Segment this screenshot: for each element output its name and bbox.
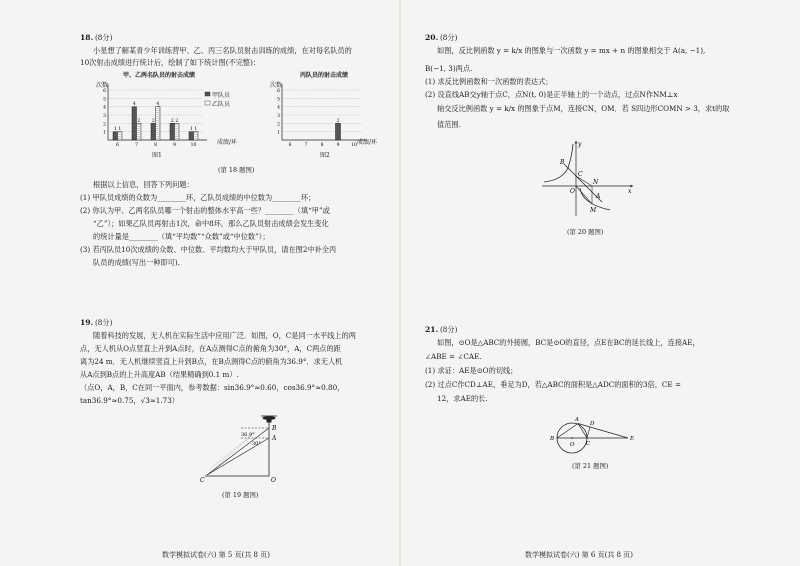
data-label: 4 — [156, 102, 160, 108]
q18-lead: 根据以上信息，回答下列问题： — [93, 180, 194, 189]
angle-label-2: 30° — [252, 441, 261, 447]
label-o: O — [570, 442, 575, 448]
label-a: A — [596, 193, 601, 200]
bar — [132, 107, 137, 140]
chart1-caption: 图1 — [152, 152, 162, 159]
data-label: 2 — [151, 118, 155, 124]
q18-number: 18. — [80, 33, 94, 42]
label-d: D — [590, 421, 595, 427]
q18-intro-line2: 10次射击成绩进行统计后，绘制了如下统计图(不完整)： — [80, 58, 261, 67]
chart1-legend-b: 乙队员 — [212, 101, 231, 108]
q20-part2-line1: (2) 设直线AB交y轴于点C，点N(t, 0)是正半轴上的一个动点，过点N作NM⊥x — [425, 90, 678, 99]
x-tick-label: 6 — [116, 143, 119, 148]
data-label: 1 — [118, 127, 122, 133]
q18-figure-caption: (第 18 题图) — [218, 166, 255, 174]
hatch-line — [211, 436, 251, 472]
label-b: B — [550, 436, 555, 442]
bar — [189, 132, 194, 140]
label-y: y — [578, 141, 582, 148]
q19-score: (8分) — [95, 318, 113, 327]
q19-line3: 离为24 m．无人机继续竖直上升到B点，在B点测得C点的俯角为36.9°．求无人机 — [80, 357, 343, 366]
hyperbola-branch-2 — [544, 144, 573, 182]
label-a: A — [575, 417, 579, 423]
q21-score: (8分) — [440, 325, 458, 334]
q19-number: 19. — [80, 318, 94, 327]
q18-part2-line2: “乙”）；如果乙队员再射击1次，命中8环，那么乙队员射击成绩会发生变化 — [93, 219, 329, 228]
y-tick-label: 3 — [103, 114, 106, 119]
bar — [151, 123, 156, 140]
q18-part2-line1: (2) 你认为甲、乙两名队员哪一个射击的整体水平高一些？________（填“甲”或 — [80, 206, 330, 215]
drone-icon — [261, 416, 277, 422]
data-label: 2 — [336, 118, 340, 124]
q19-figure-caption: (第 19 题图) — [222, 491, 259, 499]
q20-figure — [540, 138, 635, 218]
q18-part3-line1: (3) 若丙队员10次成绩的众数、中位数、平均数均大于甲队员，请在图2中补全丙 — [80, 245, 337, 254]
q20-line1: 如图，反比例函数 y = k/x 的图象与一次函数 y = mx + n 的图象相交于 A(a, −1), — [437, 46, 706, 55]
y-tick-label: 6 — [103, 89, 106, 94]
segment-om — [576, 186, 592, 204]
y-tick-label: 1 — [277, 130, 280, 136]
x-tick-label: 10 — [190, 143, 197, 148]
q19-line1: 随着科技的发展，无人机在实际生活中应用广泛．如图，O，C是同一水平线上的两 — [93, 331, 356, 340]
chart1-xlabel: 成绩/环 — [217, 139, 238, 146]
label-o: O — [271, 477, 276, 484]
data-label: 1 — [189, 127, 193, 133]
bar — [113, 132, 118, 140]
left-footer: 数学模拟试卷(六) 第 5 页(共 8 页) — [162, 551, 270, 559]
q21-part2-line2: 12，求AE的长. — [437, 394, 488, 403]
q20-line2: B(−1, 3)两点. — [425, 64, 473, 73]
q20-number: 20. — [425, 33, 439, 42]
bar — [170, 123, 175, 140]
label-e: E — [630, 436, 635, 442]
x-tick-label: 7 — [304, 143, 308, 148]
q21-figure — [548, 410, 638, 458]
data-label: 4 — [132, 102, 136, 108]
y-tick-label: 2 — [103, 122, 106, 128]
data-label: 2 — [175, 118, 179, 124]
y-tick-label: 4 — [103, 105, 106, 111]
q19-line2: 点，无人机从O点竖直上升到A点时，在A点测得C点的俯角为30°，A，C两点的距 — [80, 344, 341, 353]
legend-swatch-series-1 — [205, 92, 210, 96]
y-tick-label: 4 — [277, 105, 280, 111]
label-c: C — [200, 477, 205, 484]
q21-figure-caption: (第 21 题图) — [572, 462, 609, 470]
label-x: x — [628, 188, 632, 195]
segment-cd — [587, 427, 590, 438]
q18-part1: (1) 甲队员成绩的众数为________环，乙队员成绩的中位数为________环； — [80, 193, 316, 202]
q18-intro-line1: 小星想了解某青少年训练营甲、乙、丙三名队员射击训练的成绩，在对每名队员的 — [93, 46, 352, 55]
label-a: A — [272, 435, 277, 442]
segment-ab — [557, 424, 578, 439]
x-tick-label: 7 — [135, 143, 138, 148]
q19-line6: tan36.9°≈0.75，√3≈1.73） — [80, 396, 179, 405]
label-c: C — [586, 441, 591, 447]
chart2-xlabel: 成绩/环 — [357, 139, 378, 146]
y-tick-label: 5 — [103, 97, 106, 103]
x-tick-label: 6 — [288, 143, 292, 148]
q21-part1: (1) 求证：AE是⊙O的切线； — [425, 366, 518, 375]
x-tick-label: 10 — [351, 143, 357, 148]
q20-score: (8分) — [440, 33, 458, 42]
q21-part2-line1: (2) 过点C作CD⊥AE，垂足为D，若△ABC的面积是△ADC的面积的3倍，CE = — [425, 380, 681, 389]
y-tick-label: 3 — [277, 114, 280, 119]
center-dot — [571, 437, 573, 439]
label-b: B — [272, 425, 277, 432]
data-label: 2 — [170, 118, 174, 124]
bar — [156, 107, 161, 140]
q20-part2-line3: 值范围. — [437, 120, 461, 129]
right-footer: 数学模拟试卷(六) 第 6 页(共 8 页) — [525, 551, 633, 559]
q21-line1: 如图，⊙O是△ABC的外接圆，BC是⊙O的直径，点E在BC的延长线上，连接AE， — [437, 338, 700, 347]
right-page — [400, 0, 800, 566]
x-tick-label: 8 — [154, 143, 157, 148]
x-tick-label: 9 — [173, 143, 176, 148]
angle-label-1: 36.9° — [241, 432, 255, 438]
chart1-legend-a: 甲队员 — [212, 92, 231, 99]
legend-swatch-series-2 — [205, 101, 210, 105]
q18-part3-line2: 队员的成绩(写出一种即可). — [93, 258, 180, 267]
label-m: M — [590, 207, 597, 214]
q19-line5: （点O，A，B，C在同一平面内，参考数据：sin36.9°≈0.60，cos36.9°≈0.80， — [80, 383, 345, 392]
label-o: O — [570, 188, 575, 195]
q21-number: 21. — [425, 325, 439, 334]
label-c: C — [578, 171, 583, 178]
q18-part2-line3: 的统计量是________（填“平均数”“众数”或“中位数”）； — [93, 232, 270, 241]
data-label: 1 — [113, 127, 117, 133]
chart1-ylabel: 次数 — [96, 82, 109, 89]
q20-figure-caption: (第 20 题图) — [567, 228, 604, 236]
y-tick-label: 5 — [277, 97, 280, 103]
chart2-ylabel: 次数 — [270, 82, 283, 89]
label-n: N — [593, 179, 599, 186]
chart2-title: 丙队员的射击成绩 — [300, 72, 349, 79]
q18-score: (8分) — [95, 33, 113, 42]
label-b: B — [560, 159, 565, 166]
data-label: 2 — [137, 118, 141, 124]
bar — [336, 123, 341, 140]
chart2-caption: 图2 — [320, 152, 330, 159]
y-tick-label: 2 — [277, 122, 280, 128]
y-tick-label: 1 — [103, 130, 106, 136]
q19-figure — [195, 412, 295, 484]
q20-part2-line2: 轴交反比例函数 y = k/x 的图象于点M，连接CN，OM．若 S四边形COMN > 3，求t的取 — [437, 104, 730, 113]
chart1-title: 甲、乙两名队员的射击成绩 — [123, 72, 196, 79]
q21-line2: ∠ABE = ∠CAE. — [425, 352, 482, 361]
sightline-bc — [207, 428, 269, 475]
y-tick-label: 6 — [277, 89, 280, 94]
x-tick-label: 8 — [320, 143, 324, 148]
data-label: 1 — [194, 127, 198, 133]
q20-part1: (1) 求反比例函数和一次函数的表达式； — [425, 77, 553, 86]
q19-line4: 从A点到B点的上升高度AB（结果精确到0.1 m）. — [80, 370, 239, 379]
x-tick-label: 9 — [336, 143, 340, 148]
